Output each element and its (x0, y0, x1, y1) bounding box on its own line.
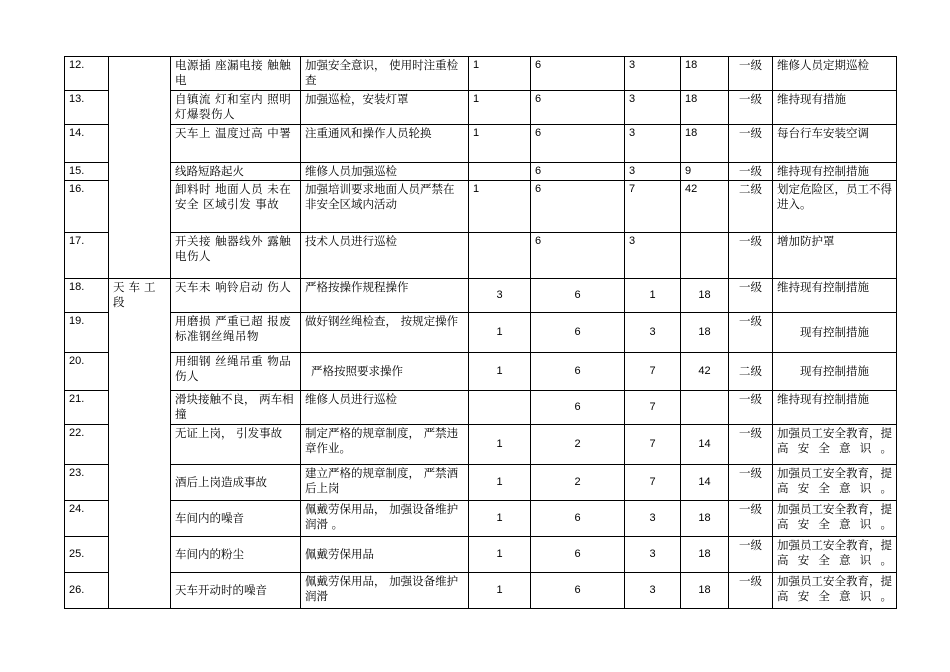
value-d-cell: 18 (681, 573, 729, 609)
row-number: 23. (65, 465, 109, 501)
measure-cell: 制定严格的规章制度， 严禁违章作业。 (301, 425, 469, 465)
table-row (65, 125, 897, 163)
table-row (65, 391, 897, 425)
row-number: 25. (65, 537, 109, 573)
risk-level-cell: 一级 (729, 501, 773, 537)
risk-level-cell: 一级 (729, 313, 773, 353)
value-c-cell: 7 (625, 425, 681, 465)
risk-level-cell: 一级 (729, 57, 773, 91)
risk-level-cell: 一级 (729, 279, 773, 313)
section-cell-empty (109, 57, 171, 279)
measure-cell: 佩戴劳保用品 (301, 537, 469, 573)
value-c-cell: 3 (625, 313, 681, 353)
value-e-cell: 6 (531, 573, 625, 609)
value-d-cell: 14 (681, 465, 729, 501)
table-row (65, 501, 897, 537)
value-l-cell: 1 (469, 573, 531, 609)
risk-level-cell: 一级 (729, 537, 773, 573)
value-l-cell: 1 (469, 353, 531, 391)
value-d-cell: 18 (681, 279, 729, 313)
risk-level-cell: 一级 (729, 391, 773, 425)
action-cell: 加强员工安全教育，提高安全意识。 (773, 501, 897, 537)
value-l-cell (469, 391, 531, 425)
value-c-cell: 3 (625, 233, 681, 279)
hazard-cell: 天车未 响铃启动 伤人 (171, 279, 301, 313)
measure-cell: 佩戴劳保用品， 加强设备维护润滑 (301, 573, 469, 609)
value-e-cell: 6 (531, 125, 625, 163)
risk-assessment-table (64, 56, 897, 609)
action-cell: 加强员工安全教育，提高安全意识。 (773, 465, 897, 501)
value-e-cell: 6 (531, 501, 625, 537)
row-number: 18. (65, 279, 109, 313)
value-d-cell: 14 (681, 425, 729, 465)
measure-cell: 做好钢丝绳检查， 按规定操作 (301, 313, 469, 353)
hazard-cell: 酒后上岗造成事故 (171, 465, 301, 501)
value-e-cell: 6 (531, 537, 625, 573)
value-c-cell: 7 (625, 391, 681, 425)
action-cell: 增加防护罩 (773, 233, 897, 279)
row-number: 13. (65, 91, 109, 125)
value-c-cell: 7 (625, 181, 681, 233)
value-c-cell: 3 (625, 573, 681, 609)
value-c-cell: 3 (625, 125, 681, 163)
hazard-cell: 车间内的噪音 (171, 501, 301, 537)
risk-level-cell: 二级 (729, 353, 773, 391)
value-l-cell (469, 233, 531, 279)
action-cell: 加强员工安全教育，提高安全意识。 (773, 425, 897, 465)
value-c-cell: 3 (625, 163, 681, 181)
measure-cell: 维修人员加强巡检 (301, 163, 469, 181)
hazard-cell: 用磨损 严重已超 报废标准钢丝绳吊物 (171, 313, 301, 353)
row-number: 20. (65, 353, 109, 391)
action-cell: 维持现有控制措施 (773, 163, 897, 181)
value-d-cell: 18 (681, 91, 729, 125)
value-d-cell: 18 (681, 313, 729, 353)
value-c-cell: 3 (625, 91, 681, 125)
action-cell: 维持现有措施 (773, 91, 897, 125)
measure-cell: 佩戴劳保用品， 加强设备维护润滑 。 (301, 501, 469, 537)
value-d-cell: 18 (681, 501, 729, 537)
value-l-cell: 1 (469, 125, 531, 163)
hazard-cell: 用细钢 丝绳吊重 物品伤人 (171, 353, 301, 391)
table-row (65, 573, 897, 609)
table-row (65, 91, 897, 125)
value-d-cell: 9 (681, 163, 729, 181)
value-e-cell: 6 (531, 163, 625, 181)
value-l-cell (469, 163, 531, 181)
measure-cell: 加强巡检，安装灯罩 (301, 91, 469, 125)
measure-cell: 严格按操作规程操作 (301, 279, 469, 313)
value-e-cell: 6 (531, 279, 625, 313)
risk-level-cell: 一级 (729, 233, 773, 279)
value-e-cell: 6 (531, 181, 625, 233)
row-number: 19. (65, 313, 109, 353)
risk-level-cell: 一级 (729, 91, 773, 125)
value-c-cell: 7 (625, 353, 681, 391)
action-cell: 现有控制措施 (773, 313, 897, 353)
table-row (65, 279, 897, 313)
value-e-cell: 6 (531, 353, 625, 391)
value-e-cell: 2 (531, 425, 625, 465)
value-e-cell: 6 (531, 391, 625, 425)
measure-cell: 注重通风和操作人员轮换 (301, 125, 469, 163)
row-number: 21. (65, 391, 109, 425)
risk-level-cell: 一级 (729, 163, 773, 181)
value-e-cell: 6 (531, 313, 625, 353)
hazard-cell: 滑块接触不良， 两车相撞 (171, 391, 301, 425)
risk-level-cell: 一级 (729, 465, 773, 501)
value-d-cell: 18 (681, 125, 729, 163)
measure-cell: 严格按照要求操作 (301, 353, 469, 391)
value-c-cell: 7 (625, 465, 681, 501)
action-cell: 每台行车安装空调 (773, 125, 897, 163)
measure-cell: 技术人员进行巡检 (301, 233, 469, 279)
hazard-cell: 线路短路起火 (171, 163, 301, 181)
value-e-cell: 6 (531, 57, 625, 91)
value-l-cell: 1 (469, 465, 531, 501)
hazard-cell: 无证上岗， 引发事故 (171, 425, 301, 465)
value-l-cell: 1 (469, 537, 531, 573)
value-l-cell: 1 (469, 425, 531, 465)
value-d-cell (681, 391, 729, 425)
hazard-cell: 电源插 座漏电接 触触电 (171, 57, 301, 91)
section-label: 天车工段 (109, 279, 171, 609)
table-row (65, 425, 897, 465)
risk-level-cell: 一级 (729, 573, 773, 609)
hazard-cell: 卸料时 地面人员 未在安全 区域引发 事故 (171, 181, 301, 233)
action-cell: 划定危险区，员工不得进入。 (773, 181, 897, 233)
row-number: 17. (65, 233, 109, 279)
row-number: 16. (65, 181, 109, 233)
row-number: 22. (65, 425, 109, 465)
table-row (65, 313, 897, 353)
action-cell: 维持现有控制措施 (773, 279, 897, 313)
value-l-cell: 1 (469, 501, 531, 537)
value-d-cell: 18 (681, 537, 729, 573)
action-cell: 维修人员定期巡检 (773, 57, 897, 91)
measure-cell: 加强安全意识， 使用时注重检查 (301, 57, 469, 91)
action-cell: 现有控制措施 (773, 353, 897, 391)
risk-level-cell: 一级 (729, 125, 773, 163)
table-row (65, 537, 897, 573)
table-row (65, 181, 897, 233)
hazard-cell: 自镇流 灯和室内 照明灯爆裂伤人 (171, 91, 301, 125)
measure-cell: 加强培训要求地面人员严禁在非安全区域内活动 (301, 181, 469, 233)
value-l-cell: 1 (469, 91, 531, 125)
value-l-cell: 3 (469, 279, 531, 313)
row-number: 12. (65, 57, 109, 91)
value-c-cell: 3 (625, 537, 681, 573)
value-d-cell: 18 (681, 57, 729, 91)
value-c-cell: 3 (625, 57, 681, 91)
hazard-cell: 天车开动时的噪音 (171, 573, 301, 609)
table-row (65, 353, 897, 391)
action-cell: 加强员工安全教育，提高安全意识。 (773, 537, 897, 573)
action-cell: 维持现有控制措施 (773, 391, 897, 425)
row-number: 24. (65, 501, 109, 537)
value-d-cell (681, 233, 729, 279)
row-number: 14. (65, 125, 109, 163)
value-e-cell: 6 (531, 233, 625, 279)
measure-cell: 建立严格的规章制度， 严禁酒后上岗 (301, 465, 469, 501)
value-c-cell: 1 (625, 279, 681, 313)
value-e-cell: 2 (531, 465, 625, 501)
row-number: 26. (65, 573, 109, 609)
value-c-cell: 3 (625, 501, 681, 537)
action-cell: 加强员工安全教育，提高安全意识。 (773, 573, 897, 609)
hazard-cell: 车间内的粉尘 (171, 537, 301, 573)
hazard-cell: 天车上 温度过高 中署 (171, 125, 301, 163)
row-number: 15. (65, 163, 109, 181)
value-l-cell: 1 (469, 57, 531, 91)
value-l-cell: 1 (469, 313, 531, 353)
risk-level-cell: 一级 (729, 425, 773, 465)
value-d-cell: 42 (681, 181, 729, 233)
table-row (65, 57, 897, 91)
risk-level-cell: 二级 (729, 181, 773, 233)
measure-cell: 维修人员进行巡检 (301, 391, 469, 425)
value-d-cell: 42 (681, 353, 729, 391)
value-e-cell: 6 (531, 91, 625, 125)
table-row (65, 163, 897, 181)
hazard-cell: 开关接 触器线外 露触电伤人 (171, 233, 301, 279)
table-row (65, 233, 897, 279)
table-row (65, 465, 897, 501)
value-l-cell: 1 (469, 181, 531, 233)
